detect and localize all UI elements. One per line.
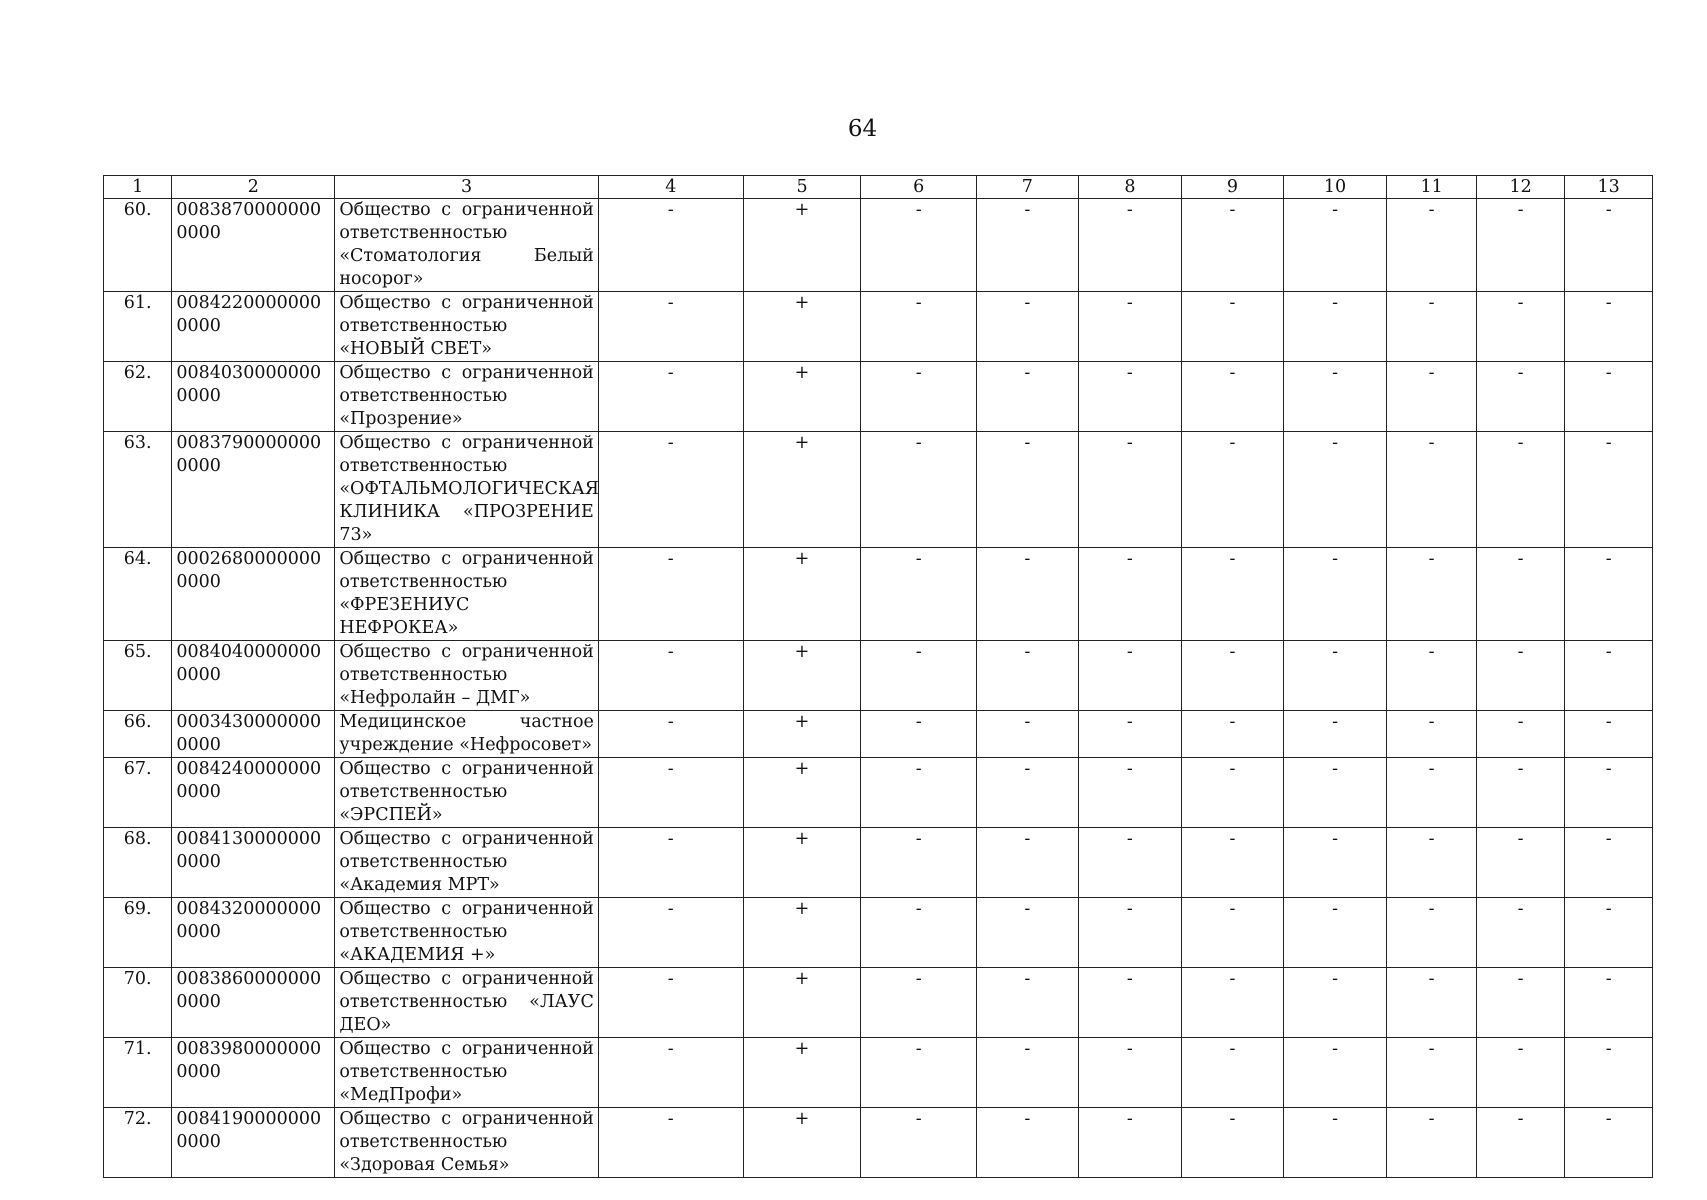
mark-cell-col-11: - xyxy=(1387,432,1477,548)
mark-cell-col-4: - xyxy=(598,641,743,711)
mark-cell-col-6: - xyxy=(861,758,977,828)
mark-cell-col-10: - xyxy=(1283,968,1387,1038)
table-row xyxy=(104,711,1653,758)
row-number-cell: 68. xyxy=(104,828,172,898)
mark-cell-col-4: - xyxy=(598,292,743,362)
mark-cell-col-10: - xyxy=(1283,711,1387,758)
registry-code-line: 0000 xyxy=(176,1062,221,1082)
registry-code-line: 0084220000000 xyxy=(176,293,322,313)
mark-cell-col-7: - xyxy=(977,828,1079,898)
mark-cell-col-4: - xyxy=(598,828,743,898)
mark-cell-col-12: - xyxy=(1476,641,1565,711)
registry-code-line: 0000 xyxy=(176,735,221,755)
organization-name-cell: Общество с ограниченной ответственностью «Стоматология Белый носорог» xyxy=(335,199,599,292)
mark-cell-col-5: + xyxy=(743,1108,861,1178)
mark-cell-col-10: - xyxy=(1283,1108,1387,1178)
mark-cell-col-8: - xyxy=(1078,758,1182,828)
mark-cell-col-12: - xyxy=(1476,828,1565,898)
table-row xyxy=(104,362,1653,432)
mark-cell-col-11: - xyxy=(1387,1038,1477,1108)
mark-cell-col-6: - xyxy=(861,1038,977,1108)
mark-cell-col-5: + xyxy=(743,828,861,898)
mark-cell-col-8: - xyxy=(1078,828,1182,898)
registry-code-line: 0000 xyxy=(176,316,221,336)
mark-cell-col-10: - xyxy=(1283,292,1387,362)
mark-cell-col-4: - xyxy=(598,199,743,292)
mark-cell-col-4: - xyxy=(598,548,743,641)
mark-cell-col-11: - xyxy=(1387,362,1477,432)
registry-code-line: 0084040000000 xyxy=(176,642,322,662)
mark-cell-col-7: - xyxy=(977,432,1079,548)
organization-name-cell: Общество с ограниченной ответственностью «Здоровая Семья» xyxy=(335,1108,599,1178)
organization-name-cell: Медицинское частное учреждение «Нефросовет» xyxy=(335,711,599,758)
mark-cell-col-13: - xyxy=(1565,432,1653,548)
mark-cell-col-12: - xyxy=(1476,898,1565,968)
mark-cell-col-9: - xyxy=(1182,898,1284,968)
table-row xyxy=(104,898,1653,968)
mark-cell-col-12: - xyxy=(1476,362,1565,432)
mark-cell-col-6: - xyxy=(861,1108,977,1178)
mark-cell-col-10: - xyxy=(1283,432,1387,548)
mark-cell-col-5: + xyxy=(743,362,861,432)
registry-code-line: 0084030000000 xyxy=(176,363,322,383)
mark-cell-col-9: - xyxy=(1182,548,1284,641)
mark-cell-col-10: - xyxy=(1283,199,1387,292)
organization-name-cell: Общество с ограниченной ответственностью «ОФТАЛЬМОЛОГИЧЕСКАЯ КЛИНИКА «ПРОЗРЕНИЕ 73» xyxy=(335,432,599,548)
column-header: 13 xyxy=(1565,176,1653,199)
mark-cell-col-5: + xyxy=(743,548,861,641)
mark-cell-col-8: - xyxy=(1078,548,1182,641)
row-number-cell: 60. xyxy=(104,199,172,292)
mark-cell-col-10: - xyxy=(1283,898,1387,968)
mark-cell-col-4: - xyxy=(598,362,743,432)
mark-cell-col-11: - xyxy=(1387,199,1477,292)
mark-cell-col-7: - xyxy=(977,1108,1079,1178)
row-number-cell: 64. xyxy=(104,548,172,641)
mark-cell-col-10: - xyxy=(1283,758,1387,828)
organization-name-cell: Общество с ограниченной ответственностью «ФРЕЗЕНИУС НЕФРОКЕА» xyxy=(335,548,599,641)
column-header: 8 xyxy=(1078,176,1182,199)
column-header: 6 xyxy=(861,176,977,199)
registry-code-line: 0000 xyxy=(176,665,221,685)
column-header: 2 xyxy=(172,176,335,199)
registry-code-cell xyxy=(172,1108,335,1178)
registry-code-line: 0000 xyxy=(176,386,221,406)
registry-code-line: 0084240000000 xyxy=(176,759,322,779)
registry-code-cell xyxy=(172,548,335,641)
organization-name-cell: Общество с ограниченной ответственностью «Нефролайн – ДМГ» xyxy=(335,641,599,711)
table-row xyxy=(104,641,1653,711)
registry-code-cell xyxy=(172,828,335,898)
registry-code-cell xyxy=(172,968,335,1038)
registry-code-cell xyxy=(172,758,335,828)
registry-code-cell xyxy=(172,898,335,968)
table-row xyxy=(104,292,1653,362)
mark-cell-col-7: - xyxy=(977,362,1079,432)
organization-name-cell: Общество с ограниченной ответственностью «МедПрофи» xyxy=(335,1038,599,1108)
registry-code-cell xyxy=(172,362,335,432)
registry-code-line: 0000 xyxy=(176,456,221,476)
mark-cell-col-13: - xyxy=(1565,362,1653,432)
mark-cell-col-10: - xyxy=(1283,548,1387,641)
mark-cell-col-5: + xyxy=(743,898,861,968)
mark-cell-col-4: - xyxy=(598,898,743,968)
mark-cell-col-7: - xyxy=(977,1038,1079,1108)
mark-cell-col-5: + xyxy=(743,968,861,1038)
table-row xyxy=(104,828,1653,898)
table-row xyxy=(104,199,1653,292)
column-header: 3 xyxy=(335,176,599,199)
column-header: 9 xyxy=(1182,176,1284,199)
registry-code-cell xyxy=(172,292,335,362)
mark-cell-col-13: - xyxy=(1565,968,1653,1038)
mark-cell-col-6: - xyxy=(861,641,977,711)
mark-cell-col-6: - xyxy=(861,362,977,432)
registry-code-cell xyxy=(172,711,335,758)
mark-cell-col-11: - xyxy=(1387,548,1477,641)
organization-name-cell: Общество с ограниченной ответственностью «АКАДЕМИЯ +» xyxy=(335,898,599,968)
registry-code-cell xyxy=(172,432,335,548)
registry-code-cell xyxy=(172,199,335,292)
registry-code-line: 0083870000000 xyxy=(176,200,322,220)
mark-cell-col-10: - xyxy=(1283,828,1387,898)
mark-cell-col-8: - xyxy=(1078,711,1182,758)
mark-cell-col-9: - xyxy=(1182,1038,1284,1108)
registry-code-line: 0003430000000 xyxy=(176,712,322,732)
mark-cell-col-5: + xyxy=(743,641,861,711)
table-row xyxy=(104,432,1653,548)
registry-code-line: 0000 xyxy=(176,223,221,243)
mark-cell-col-7: - xyxy=(977,758,1079,828)
mark-cell-col-6: - xyxy=(861,199,977,292)
mark-cell-col-12: - xyxy=(1476,968,1565,1038)
row-number-cell: 65. xyxy=(104,641,172,711)
mark-cell-col-10: - xyxy=(1283,1038,1387,1108)
header-row xyxy=(104,176,1653,199)
column-header: 10 xyxy=(1283,176,1387,199)
mark-cell-col-9: - xyxy=(1182,968,1284,1038)
row-number-cell: 71. xyxy=(104,1038,172,1108)
mark-cell-col-12: - xyxy=(1476,432,1565,548)
table-row xyxy=(104,548,1653,641)
mark-cell-col-12: - xyxy=(1476,1038,1565,1108)
mark-cell-col-7: - xyxy=(977,898,1079,968)
mark-cell-col-8: - xyxy=(1078,199,1182,292)
registry-code-line: 0000 xyxy=(176,572,221,592)
mark-cell-col-9: - xyxy=(1182,432,1284,548)
mark-cell-col-12: - xyxy=(1476,1108,1565,1178)
mark-cell-col-8: - xyxy=(1078,968,1182,1038)
mark-cell-col-11: - xyxy=(1387,898,1477,968)
row-number-cell: 63. xyxy=(104,432,172,548)
organization-name-cell: Общество с ограниченной ответственностью «ЛАУС ДЕО» xyxy=(335,968,599,1038)
mark-cell-col-12: - xyxy=(1476,711,1565,758)
mark-cell-col-11: - xyxy=(1387,968,1477,1038)
mark-cell-col-6: - xyxy=(861,828,977,898)
table-row xyxy=(104,1108,1653,1178)
mark-cell-col-11: - xyxy=(1387,828,1477,898)
mark-cell-col-12: - xyxy=(1476,548,1565,641)
mark-cell-col-7: - xyxy=(977,641,1079,711)
table-body xyxy=(104,199,1653,1178)
registry-code-line: 0083980000000 xyxy=(176,1039,322,1059)
mark-cell-col-7: - xyxy=(977,711,1079,758)
registry-table xyxy=(103,175,1653,1178)
mark-cell-col-11: - xyxy=(1387,1108,1477,1178)
mark-cell-col-4: - xyxy=(598,968,743,1038)
mark-cell-col-7: - xyxy=(977,199,1079,292)
mark-cell-col-13: - xyxy=(1565,711,1653,758)
table-row xyxy=(104,1038,1653,1108)
mark-cell-col-9: - xyxy=(1182,641,1284,711)
mark-cell-col-8: - xyxy=(1078,362,1182,432)
mark-cell-col-12: - xyxy=(1476,758,1565,828)
mark-cell-col-7: - xyxy=(977,968,1079,1038)
mark-cell-col-5: + xyxy=(743,199,861,292)
registry-code-cell xyxy=(172,1038,335,1108)
mark-cell-col-6: - xyxy=(861,898,977,968)
mark-cell-col-5: + xyxy=(743,432,861,548)
mark-cell-col-10: - xyxy=(1283,641,1387,711)
page-number: 64 xyxy=(847,116,878,142)
organization-name-cell: Общество с ограниченной ответственностью «НОВЫЙ СВЕТ» xyxy=(335,292,599,362)
mark-cell-col-4: - xyxy=(598,758,743,828)
row-number-cell: 72. xyxy=(104,1108,172,1178)
registry-code-line: 0084130000000 xyxy=(176,829,322,849)
table-row xyxy=(104,968,1653,1038)
mark-cell-col-5: + xyxy=(743,711,861,758)
registry-code-line: 0002680000000 xyxy=(176,549,322,569)
column-header: 7 xyxy=(977,176,1079,199)
mark-cell-col-13: - xyxy=(1565,758,1653,828)
mark-cell-col-11: - xyxy=(1387,641,1477,711)
column-header: 5 xyxy=(743,176,861,199)
mark-cell-col-11: - xyxy=(1387,711,1477,758)
row-number-cell: 66. xyxy=(104,711,172,758)
mark-cell-col-4: - xyxy=(598,1038,743,1108)
mark-cell-col-13: - xyxy=(1565,641,1653,711)
mark-cell-col-6: - xyxy=(861,292,977,362)
registry-code-cell xyxy=(172,641,335,711)
mark-cell-col-4: - xyxy=(598,711,743,758)
mark-cell-col-7: - xyxy=(977,548,1079,641)
mark-cell-col-7: - xyxy=(977,292,1079,362)
mark-cell-col-8: - xyxy=(1078,898,1182,968)
row-number-cell: 61. xyxy=(104,292,172,362)
mark-cell-col-9: - xyxy=(1182,199,1284,292)
registry-code-line: 0084190000000 xyxy=(176,1109,322,1129)
mark-cell-col-10: - xyxy=(1283,362,1387,432)
registry-code-line: 0084320000000 xyxy=(176,899,322,919)
mark-cell-col-13: - xyxy=(1565,292,1653,362)
mark-cell-col-9: - xyxy=(1182,828,1284,898)
column-header: 1 xyxy=(104,176,172,199)
organization-name-cell: Общество с ограниченной ответственностью «ЭРСПЕЙ» xyxy=(335,758,599,828)
column-header: 12 xyxy=(1476,176,1565,199)
mark-cell-col-6: - xyxy=(861,548,977,641)
mark-cell-col-8: - xyxy=(1078,292,1182,362)
column-header: 4 xyxy=(598,176,743,199)
mark-cell-col-5: + xyxy=(743,1038,861,1108)
mark-cell-col-8: - xyxy=(1078,432,1182,548)
mark-cell-col-13: - xyxy=(1565,828,1653,898)
mark-cell-col-9: - xyxy=(1182,362,1284,432)
registry-code-line: 0000 xyxy=(176,1132,221,1152)
organization-name-cell: Общество с ограниченной ответственностью «Прозрение» xyxy=(335,362,599,432)
row-number-cell: 69. xyxy=(104,898,172,968)
mark-cell-col-11: - xyxy=(1387,758,1477,828)
mark-cell-col-13: - xyxy=(1565,199,1653,292)
registry-code-line: 0083790000000 xyxy=(176,433,322,453)
registry-code-line: 0000 xyxy=(176,992,221,1012)
mark-cell-col-4: - xyxy=(598,1108,743,1178)
column-header: 11 xyxy=(1387,176,1477,199)
row-number-cell: 62. xyxy=(104,362,172,432)
mark-cell-col-13: - xyxy=(1565,1038,1653,1108)
mark-cell-col-12: - xyxy=(1476,199,1565,292)
mark-cell-col-9: - xyxy=(1182,1108,1284,1178)
mark-cell-col-5: + xyxy=(743,758,861,828)
registry-code-line: 0000 xyxy=(176,922,221,942)
mark-cell-col-8: - xyxy=(1078,1108,1182,1178)
mark-cell-col-6: - xyxy=(861,432,977,548)
mark-cell-col-13: - xyxy=(1565,898,1653,968)
mark-cell-col-6: - xyxy=(861,968,977,1038)
registry-code-line: 0083860000000 xyxy=(176,969,322,989)
mark-cell-col-11: - xyxy=(1387,292,1477,362)
mark-cell-col-12: - xyxy=(1476,292,1565,362)
mark-cell-col-5: + xyxy=(743,292,861,362)
mark-cell-col-9: - xyxy=(1182,292,1284,362)
mark-cell-col-8: - xyxy=(1078,1038,1182,1108)
mark-cell-col-9: - xyxy=(1182,711,1284,758)
mark-cell-col-4: - xyxy=(598,432,743,548)
organization-name-cell: Общество с ограниченной ответственностью «Академия МРТ» xyxy=(335,828,599,898)
mark-cell-col-8: - xyxy=(1078,641,1182,711)
mark-cell-col-13: - xyxy=(1565,548,1653,641)
registry-code-line: 0000 xyxy=(176,852,221,872)
row-number-cell: 70. xyxy=(104,968,172,1038)
table-row xyxy=(104,758,1653,828)
row-number-cell: 67. xyxy=(104,758,172,828)
registry-code-line: 0000 xyxy=(176,782,221,802)
mark-cell-col-13: - xyxy=(1565,1108,1653,1178)
mark-cell-col-9: - xyxy=(1182,758,1284,828)
mark-cell-col-6: - xyxy=(861,711,977,758)
